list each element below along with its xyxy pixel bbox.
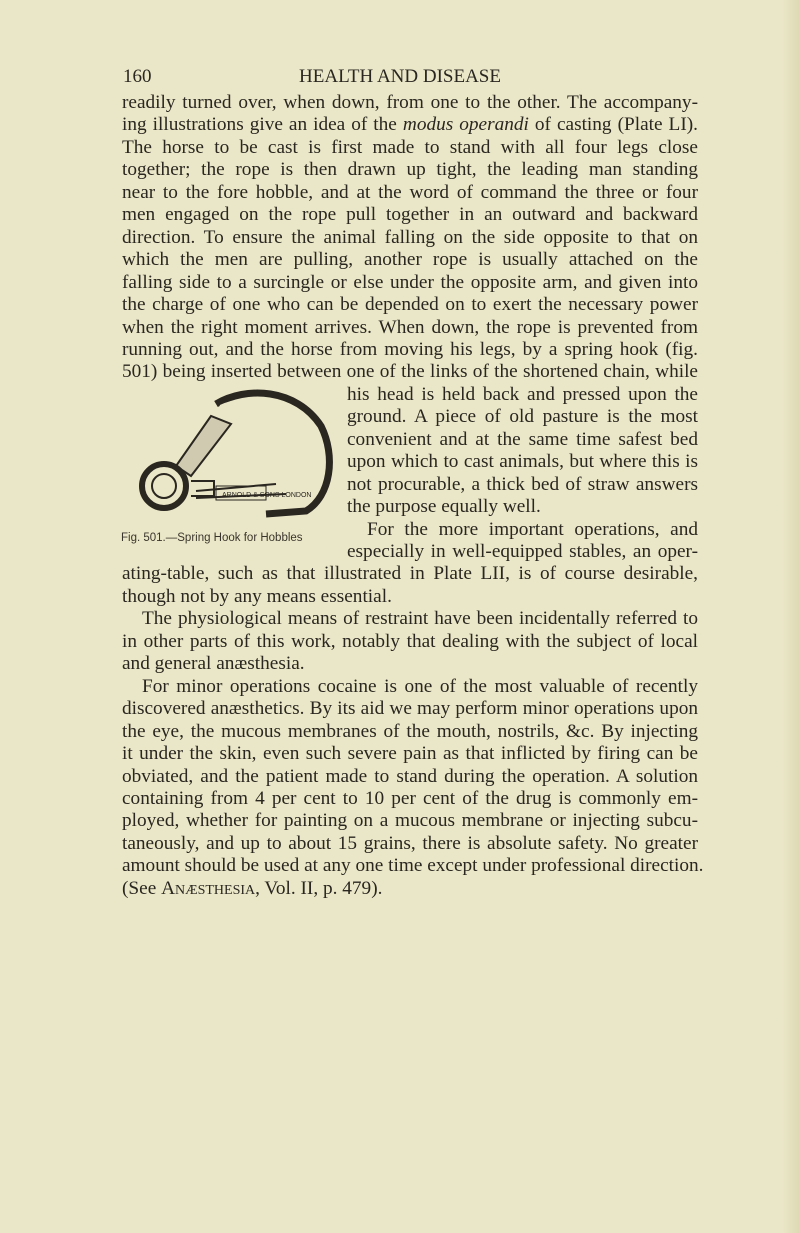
text-line (122, 361, 698, 383)
text-line (347, 496, 698, 518)
text-segment: running out, and the horse from moving his legs, by a spring hook (fig. (122, 338, 698, 360)
text-line (122, 563, 698, 585)
text-line (122, 698, 698, 720)
text-line (122, 272, 698, 294)
text-segment: convenient and at the same time safest bed (347, 428, 698, 450)
text-segment: amount should be used at any one time except under professional direction. (122, 855, 704, 877)
text-segment: taneously, and up to about 15 grains, there is absolute safety. No greater (122, 832, 698, 854)
text-line (367, 519, 698, 541)
page-edge-shadow (782, 0, 800, 1233)
text-segment: falling side to a surcingle or else under the opposite arm, and given into (122, 271, 698, 293)
text-line (142, 676, 698, 698)
text-line (122, 249, 698, 271)
text-segment: ployed, whether for painting on a mucous membrane or injecting subcu- (122, 810, 698, 832)
engraved-maker-mark: ARNOLD & SONS LONDON (222, 492, 312, 499)
text-line (122, 339, 698, 361)
text-segment: when the right moment arrives. When down, the rope is prevented from (122, 316, 698, 338)
text-line (122, 114, 698, 136)
text-line (347, 384, 698, 406)
text-segment: The physiological means of restraint have been incidentally referred to (142, 608, 698, 630)
text-segment: the purpose equally well. (347, 496, 541, 518)
text-line (122, 878, 698, 900)
text-line (122, 92, 698, 114)
text-line (347, 541, 698, 563)
text-segment: the eye, the mucous membranes of the mouth, nostrils, &c. By injecting (122, 720, 698, 742)
text-segment: direction. To ensure the animal falling on the side opposite to that on (122, 226, 698, 248)
text-line (122, 159, 698, 181)
text-segment: For minor operations cocaine is one of the most valuable of recently (142, 675, 698, 697)
text-line (122, 653, 698, 675)
text-line (122, 227, 698, 249)
text-line (347, 474, 698, 496)
text-line (347, 429, 698, 451)
text-line (347, 406, 698, 428)
text-line (122, 631, 698, 653)
text-segment: , Vol. II, p. 479). (255, 877, 383, 899)
text-segment: containing from 4 per cent to 10 per cent of the drug is commonly em- (122, 787, 698, 809)
text-segment: his head is held back and pressed upon the (347, 383, 698, 405)
text-segment: and general anæsthesia. (122, 653, 305, 675)
spring-hook-illustration (136, 386, 341, 526)
text-line (122, 833, 698, 855)
small-caps-term: Anæsthesia (161, 877, 256, 899)
text-line (122, 137, 698, 159)
text-segment: (See (122, 877, 162, 899)
text-segment: For the more important operations, and (367, 518, 698, 540)
text-line (122, 294, 698, 316)
text-segment: ground. A piece of old pasture is the most (347, 406, 698, 428)
text-segment: of casting (Plate LI). (528, 114, 699, 136)
text-segment: 501) being inserted between one of the links of the shortened chain, while (122, 361, 698, 383)
text-line (122, 204, 698, 226)
text-segment: not procurable, a thick bed of straw answers (347, 473, 698, 495)
text-segment: it under the skin, even such severe pain as that inflicted by firing can be (122, 743, 698, 765)
figure-caption: Fig. 501.—Spring Hook for Hobbles (121, 532, 303, 544)
text-segment: ating-table, such as that illustrated in Plate LII, is of course desirable, (122, 563, 698, 585)
text-line (122, 317, 698, 339)
text-segment: the charge of one who can be depended on to exert the necessary power (122, 294, 698, 316)
text-segment: near to the fore hobble, and at the word of command the three or four (122, 181, 698, 203)
text-segment: which the men are pulling, another rope is usually attached on the (122, 249, 698, 271)
text-segment: upon which to cast animals, but where this is (347, 451, 698, 473)
text-segment: though not by any means essential. (122, 585, 392, 607)
text-line (122, 810, 698, 832)
text-segment: in other parts of this work, notably that dealing with the subject of local (122, 630, 698, 652)
text-line (142, 608, 698, 630)
text-line (122, 743, 698, 765)
text-segment: ing illustrations give an idea of the (122, 114, 403, 136)
text-line (122, 855, 704, 877)
text-line (347, 451, 698, 473)
text-segment: especially in well-equipped stables, an oper- (347, 541, 698, 562)
text-line (122, 182, 698, 204)
text-line (122, 721, 698, 743)
text-line (122, 788, 698, 810)
text-segment: obviated, and the patient made to stand during the operation. A solution (122, 765, 698, 787)
text-line (122, 766, 698, 788)
text-segment: readily turned over, when down, from one to the other. The accompany- (122, 92, 698, 113)
page-number: 160 (123, 66, 152, 87)
text-segment: together; the rope is then drawn up tight, the leading man standing (122, 159, 698, 181)
text-segment: The horse to be cast is first made to stand with all four legs close (122, 136, 698, 158)
italic-phrase: modus operandi (402, 114, 529, 136)
running-title: HEALTH AND DISEASE (299, 66, 501, 87)
text-segment: men engaged on the rope pull together in an outward and backward (122, 204, 698, 226)
text-line (122, 586, 698, 608)
text-segment: discovered anæsthetics. By its aid we may perform minor operations upon (122, 698, 698, 720)
